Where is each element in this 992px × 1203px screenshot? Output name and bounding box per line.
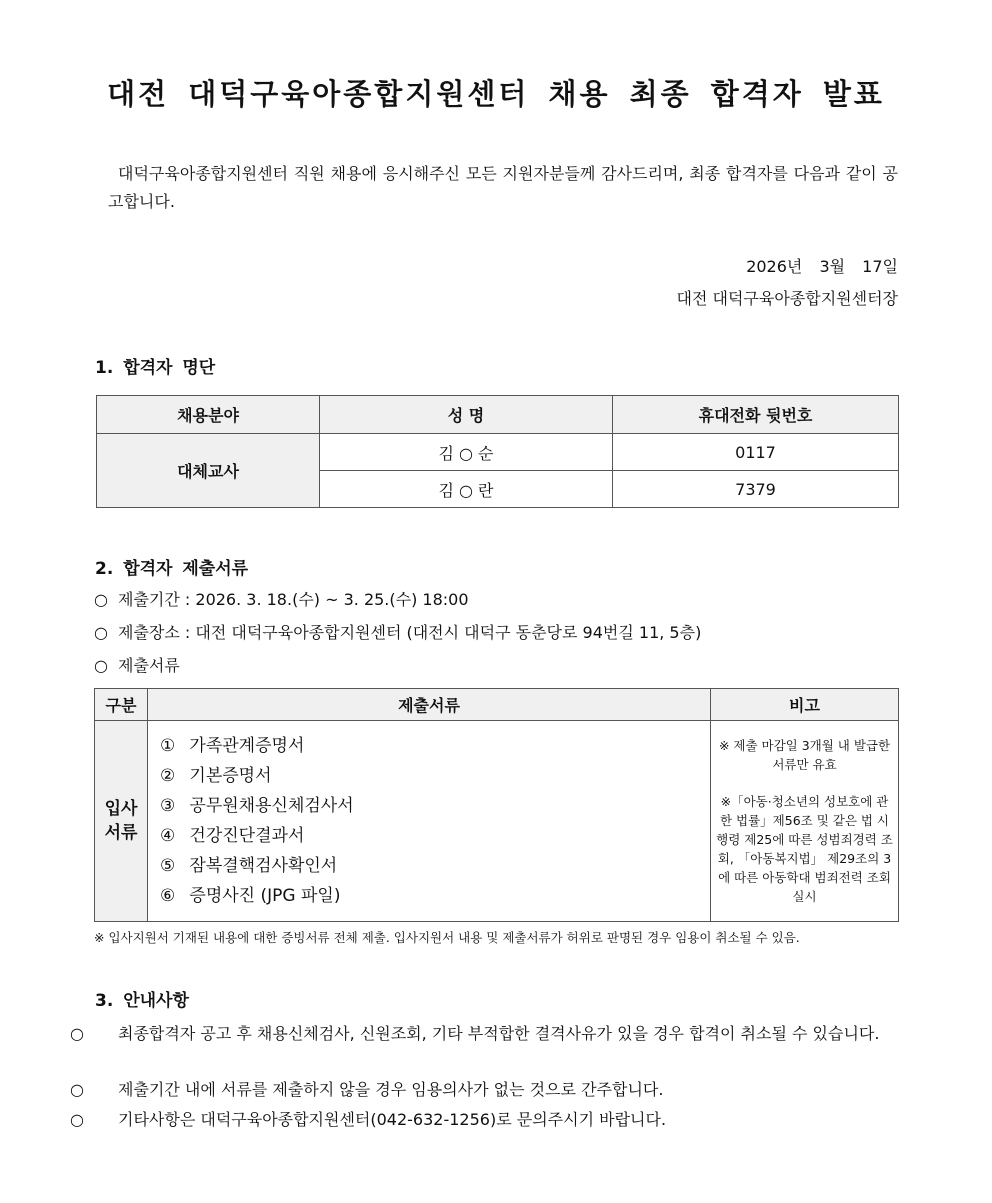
circle-bullet-icon: ○ — [70, 1080, 84, 1099]
notice-text: 최종합격자 공고 후 채용신체검사, 신원조회, 기타 부적합한 결격사유가 있을 경우 합격이 취소될 수 있습니다. — [118, 1024, 880, 1043]
col-remarks: 비고 — [711, 689, 899, 721]
section2-heading: 2. 합격자 제출서류 — [95, 559, 249, 579]
category-line: 입사 — [104, 799, 138, 819]
name-cell: 김 ○ 란 — [320, 471, 613, 508]
col-name: 성 명 — [320, 396, 613, 434]
remarks-cell — [711, 721, 899, 922]
phone-cell: 7379 — [613, 471, 899, 508]
list-item — [160, 851, 710, 881]
documents-table — [94, 688, 899, 922]
notice-item — [70, 1076, 923, 1104]
issuer: 대전 대덕구육아종합지원센터장 — [676, 289, 898, 308]
item-text: 공무원채용신체검사서 — [189, 796, 354, 816]
name-cell: 김 ○ 순 — [320, 434, 613, 471]
notice-text: 제출기간 내에 서류를 제출하지 않을 경우 임용의사가 없는 것으로 간주합니다. — [118, 1080, 664, 1099]
remark-background-check: ※「아동·청소년의 성보호에 관한 법률」제56조 및 같은 법 시행령 제25에 따른 성범죄경력 조회, 「아동복지법」 제29조의 3에 따른 아동학대 범죄전력 조회 실시 — [716, 794, 893, 904]
item-text: 기본증명서 — [189, 766, 272, 786]
item-text: 증명사진 (JPG 파일) — [189, 886, 341, 906]
remark-validity: ※ 제출 마감일 3개월 내 발급한 서류만 유효 — [718, 738, 891, 772]
notice-text: 기타사항은 대덕구육아종합지원센터(042-632-1256)로 문의주시기 바랍니다. — [118, 1110, 667, 1129]
col-documents: 제출서류 — [148, 689, 711, 721]
documents-footnote: ※ 입사지원서 기재된 내용에 대한 증빙서류 전체 제출. 입사지원서 내용 및 제출서류가 허위로 판명된 경우 임용이 취소될 수 있음. — [94, 930, 800, 945]
col-phone: 휴대전화 뒷번호 — [613, 396, 899, 434]
list-item — [160, 791, 710, 821]
announcement-date: 2026년 3월 17일 — [746, 257, 898, 276]
item-number: ⑥ — [160, 886, 176, 906]
place-text: 제출장소 : 대전 대덕구육아종합지원센터 (대전시 대덕구 동춘당로 94번길 11, 5층) — [118, 623, 702, 642]
category-cell: 대체교사 — [97, 434, 320, 508]
period-text: 제출기간 : 2026. 3. 18.(수) ~ 3. 25.(수) 18:00 — [118, 590, 469, 609]
item-text: 잠복결핵검사확인서 — [189, 856, 338, 876]
phone-cell: 0117 — [613, 434, 899, 471]
table-row — [95, 721, 899, 922]
circle-bullet-icon: ○ — [94, 623, 108, 642]
table-row — [97, 434, 899, 471]
circle-bullet-icon: ○ — [70, 1024, 84, 1043]
item-number: ③ — [160, 796, 176, 816]
col-type: 구분 — [95, 689, 148, 721]
page-title: 대전 대덕구육아종합지원센터 채용 최종 합격자 발표 — [107, 77, 885, 111]
category-line: 서류 — [104, 823, 138, 843]
list-item — [160, 821, 710, 851]
doc-category-cell — [95, 721, 148, 922]
list-item — [160, 881, 710, 911]
circle-bullet-icon: ○ — [70, 1110, 84, 1129]
intro-text: 대덕구육아종합지원센터 직원 채용에 응시해주신 모든 지원자분들께 감사드리며, 최종 합격자를 다음과 같이 공고합니다. — [108, 164, 898, 211]
list-item — [160, 761, 710, 791]
section3-heading: 3. 안내사항 — [95, 991, 189, 1011]
docs-label: 제출서류 — [118, 656, 180, 675]
item-number: ⑤ — [160, 856, 176, 876]
col-field: 채용분야 — [97, 396, 320, 434]
documents-list — [148, 721, 711, 922]
item-text: 가족관계증명서 — [189, 736, 305, 756]
item-number: ① — [160, 736, 176, 756]
docs-label-line — [94, 652, 180, 680]
item-number: ② — [160, 766, 176, 786]
item-number: ④ — [160, 826, 176, 846]
circle-bullet-icon: ○ — [94, 656, 108, 675]
successful-candidates-table — [96, 395, 899, 508]
section1-heading: 1. 합격자 명단 — [95, 358, 216, 378]
list-item — [160, 731, 710, 761]
circle-bullet-icon: ○ — [94, 590, 108, 609]
item-text: 건강진단결과서 — [189, 826, 305, 846]
notice-item — [70, 1106, 923, 1134]
period-line — [94, 586, 469, 614]
notice-item — [70, 1020, 923, 1048]
place-line — [94, 619, 701, 647]
